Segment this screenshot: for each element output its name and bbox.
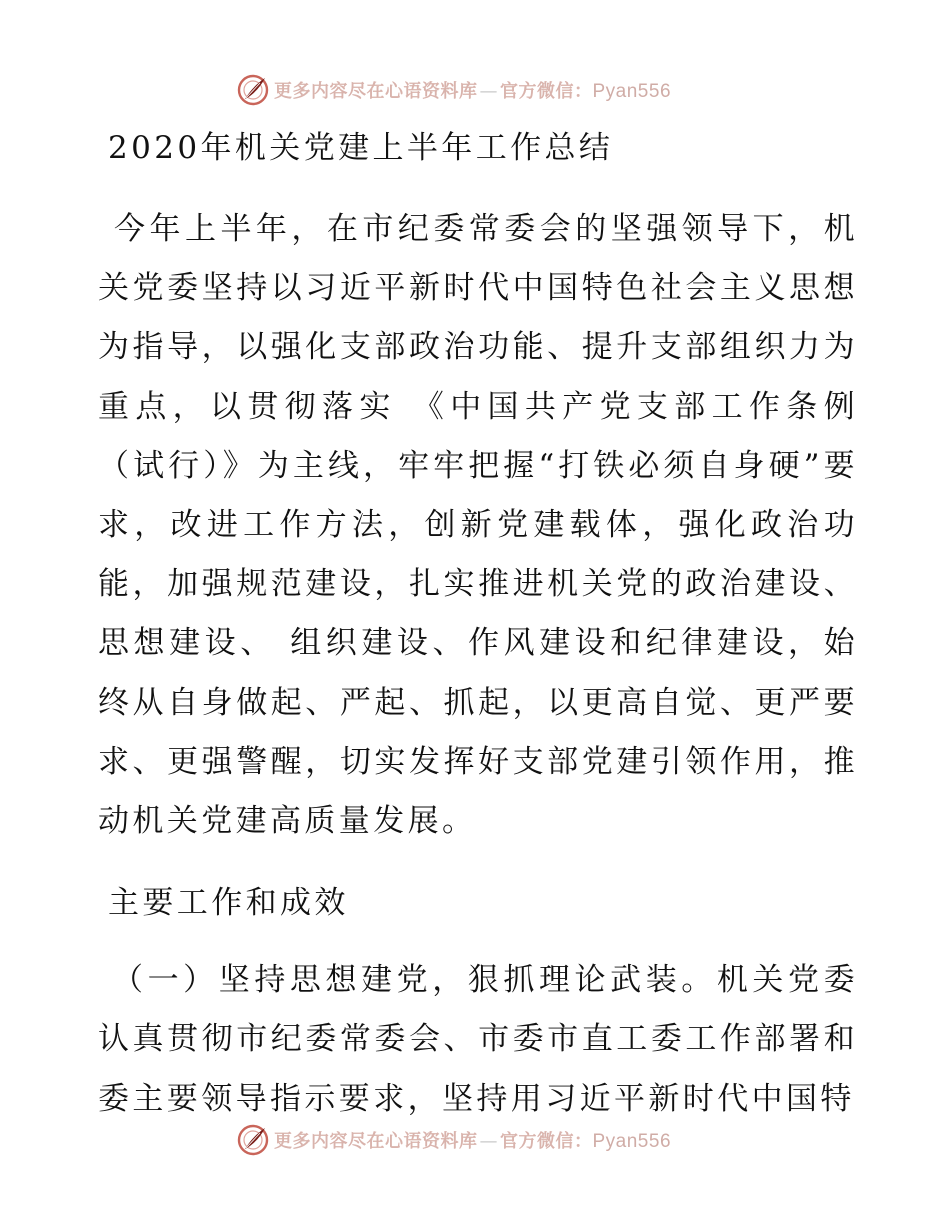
intro-paragraph: 今年上半年，在市纪委常委会的坚强领导下，机关党委坚持以习近平新时代中国特色社会主义思想为指导，以强化支部政治功能、提升支部组织力为重点，以贯彻落实 《中国共产党支部工作条例（试行）》为主线，牢牢把握“打铁必须自身硬”要求，改进工作方法，创新党建载体，强化政治功能，加强规范建设，扎实推进机关党的政治建设、思想建设、 组织建设、作风建设和纪律建设，始终从自身做起、严起、抓起，以更高自觉、更严要求、更强警醒，切实发挥好支部党建引领作用，推动机关党建高质量发展。: [98, 211, 858, 840]
feather-seal-icon: [236, 73, 270, 107]
watermark-handle: Pyan556: [592, 1131, 672, 1152]
watermark-brand: 更多内容尽在心语资料库: [274, 1131, 478, 1152]
watermark-contact-label: 官方微信：: [500, 81, 593, 102]
feather-seal-icon: [236, 1123, 270, 1157]
watermark-handle: Pyan556: [592, 81, 672, 102]
section-1-paragraph: （一）坚持思想建党，狠抓理论武装。机关党委认真贯彻市纪委常委会、市委市直工委工作部署和委主要领导指示要求，坚持用习近平新时代中国特: [98, 962, 858, 1117]
watermark-brand: 更多内容尽在心语资料库: [274, 81, 478, 102]
watermark-text: [274, 1127, 671, 1153]
watermark-separator: —: [479, 1131, 498, 1152]
watermark-text: [274, 77, 671, 103]
watermark-banner-bottom: [236, 1122, 671, 1158]
document-title: 2020年机关党建上半年工作总结: [108, 130, 614, 166]
section-heading: 主要工作和成效: [108, 885, 349, 922]
document-body: [98, 120, 858, 1129]
watermark-banner-top: [236, 72, 671, 108]
watermark-separator: —: [479, 81, 498, 102]
watermark-contact-label: 官方微信：: [500, 1131, 593, 1152]
